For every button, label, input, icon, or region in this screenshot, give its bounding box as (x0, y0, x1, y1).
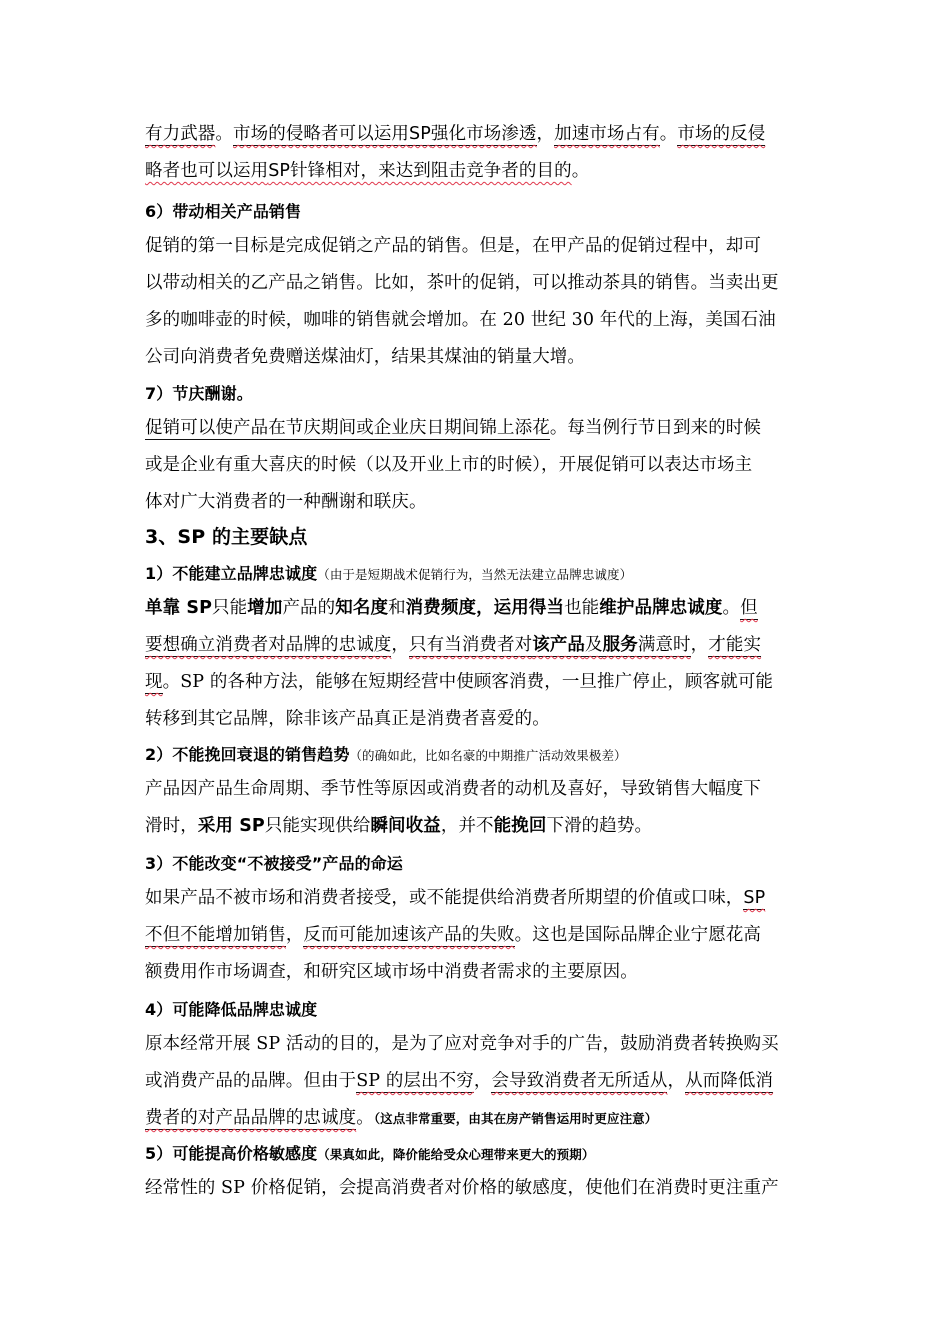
heading-d2 (145, 742, 627, 769)
underlined-text: 费者的对产品品牌的忠诚度 (145, 1108, 357, 1128)
heading-note: （由于是短期战术促销行为，当然无法建立品牌忠诚度） (317, 567, 633, 582)
heading-text: 1）不能建立品牌忠诚度 (145, 564, 318, 583)
bold-text: 采用 SP (197, 816, 265, 836)
paragraph-line: 或是企业有重大喜庆的时候（以及开业上市的时候），开展促销可以表达市场主 (145, 455, 753, 475)
text-run: ， (667, 1071, 686, 1091)
text-run: 。 (356, 1108, 374, 1128)
text-run: 。 (659, 124, 678, 144)
text-run: ， (690, 635, 709, 655)
paragraph-line (145, 1105, 657, 1132)
bold-text: 知名度 (335, 598, 389, 618)
paragraph-line: 产品因产品生命周期、季节性等原因或消费者的动机及喜好，导致销售大幅度下 (145, 779, 761, 799)
text-run: 。每当例行节日到来的时候 (549, 418, 762, 438)
heading-text: 5）可能提高价格敏感度 (145, 1144, 318, 1163)
paragraph-line (145, 813, 652, 839)
bold-text: 消费频度，运用得当 (405, 598, 565, 618)
text-run: 也能 (564, 598, 600, 618)
heading-d3: 3）不能改变“不被接受”产品的命运 (145, 854, 403, 873)
text-run: 满意时 (637, 635, 691, 655)
text-run: 或消费产品的品牌。但由于 (145, 1071, 357, 1091)
paragraph-line (145, 885, 765, 911)
underlined-text: 加速市场占有 (554, 124, 660, 144)
text-run: 。 (215, 124, 234, 144)
text-run: 略者也可以运用 (145, 161, 269, 181)
paragraph-line: 体对广大消费者的一种酬谢和联庆。 (145, 492, 427, 512)
text-run: 如果产品不被市场和消费者接受，或不能提供给消费者所期望的价值或口味， (145, 888, 744, 908)
underlined-text: 市场的反侵 (677, 124, 766, 144)
text-run: 市场的侵略者可以运用 (233, 124, 410, 144)
underlined-text: SP (743, 888, 766, 908)
text-run: SP (268, 161, 291, 181)
paragraph-line: 原本经常开展 SP 活动的目的，是为了应对竞争对手的广告，鼓励消费者转换购买 (145, 1034, 779, 1054)
underlined-text: 从而降低消 (685, 1071, 774, 1091)
paragraph-line (145, 669, 773, 695)
text-run: ， (391, 635, 410, 655)
bold-text: 该产品 (532, 635, 586, 655)
section-heading: 3、SP 的主要缺点 (145, 526, 308, 548)
underlined-text: 反而可能加速该产品的失败 (303, 925, 515, 945)
text-run: 。 (722, 598, 741, 618)
heading-d1 (145, 561, 632, 588)
underlined-text: 不但不能增加销售 (145, 925, 286, 945)
text-run: ，并不 (440, 816, 494, 836)
text-line (145, 158, 589, 184)
bold-text: 服务 (602, 635, 638, 655)
paragraph-line (145, 632, 761, 658)
underlined-text: 现 (145, 672, 163, 692)
underlined-text: 要想确立消费者对品牌的忠诚度 (145, 635, 392, 655)
text-run: 针锋相对，来达到阻击竞争者的目的 (290, 161, 572, 181)
text-run: 和 (388, 598, 406, 618)
heading-6: 6）带动相关产品销售 (145, 202, 302, 221)
heading-d5 (145, 1141, 594, 1168)
paragraph-line (145, 1068, 773, 1094)
bold-text: 能挽回 (493, 816, 547, 836)
text-run: ， (536, 124, 555, 144)
paragraph-line (145, 595, 758, 621)
inline-note: （这点非常重要，由其在房产销售运用时更应注意） (373, 1111, 658, 1126)
heading-7: 7）节庆酬谢。 (145, 384, 253, 403)
underlined-text (409, 635, 691, 657)
underlined-text (233, 124, 536, 146)
text-run: 强化市场渗透 (430, 124, 537, 144)
text-run: 及 (585, 635, 603, 655)
paragraph-line: 额费用作市场调查，和研究区域市场中消费者需求的主要原因。 (145, 962, 638, 982)
text-run: ， (473, 1071, 492, 1091)
underlined-text: SP 的层出不穷 (356, 1071, 474, 1091)
underlined-text (145, 161, 572, 181)
heading-d4: 4）可能降低品牌忠诚度 (145, 1000, 318, 1019)
text-run: ， (285, 925, 304, 945)
underlined-text: 有力武器 (145, 124, 216, 144)
bold-text: 维护品牌忠诚度 (599, 598, 723, 618)
text-run: 。 (571, 161, 590, 181)
paragraph-line: 公司向消费者免费赠送煤油灯，结果其煤油的销量大增。 (145, 347, 585, 367)
text-run: 。SP 的各种方法，能够在短期经营中使顾客消费，一旦推广停止，顾客就可能 (162, 672, 774, 692)
heading-text: 2）不能挽回衰退的销售趋势 (145, 745, 350, 764)
paragraph-line: 转移到其它品牌，除非该产品真正是消费者喜爱的。 (145, 709, 550, 729)
text-run: 。这也是国际品牌企业宁愿花高 (514, 925, 762, 945)
paragraph-line: 经常性的 SP 价格促销，会提高消费者对价格的敏感度，使他们在消费时更注重产 (145, 1178, 779, 1198)
text-run: 只能 (212, 598, 248, 618)
heading-note: （的确如此，比如名豪的中期推广活动效果极差） (349, 748, 627, 763)
text-run: 产品的 (282, 598, 336, 618)
text-run: 下滑的趋势。 (546, 816, 653, 836)
paragraph-line: 以带动相关的乙产品之销售。比如，茶叶的促销，可以推动茶具的销售。当卖出更 (145, 273, 779, 293)
text-line (145, 121, 765, 147)
underlined-text: 但 (740, 598, 758, 618)
paragraph-line: 多的咖啡壶的时候，咖啡的销售就会增加。在 20 世纪 30 年代的上海，美国石油 (145, 310, 776, 330)
heading-note: （果真如此，降价能给受众心理带来更大的预期） (317, 1147, 595, 1162)
text-run: 滑时， (145, 816, 198, 836)
underlined-text: 会导致消费者无所适从 (491, 1071, 668, 1091)
text-run: SP (409, 124, 431, 144)
text-run: 只能实现供给 (264, 816, 371, 836)
paragraph-line (145, 922, 761, 948)
bold-text: 瞬间收益 (370, 816, 441, 836)
text-run: 只有当消费者对 (409, 635, 533, 655)
bold-text: 增加 (247, 598, 283, 618)
underlined-text: 促销可以使产品在节庆期间或企业庆日期间锦上添花 (145, 418, 550, 438)
paragraph-line (145, 415, 761, 441)
underlined-text: 才能实 (708, 635, 762, 655)
bold-text: 单靠 SP (145, 598, 213, 618)
paragraph-line: 促销的第一目标是完成促销之产品的销售。但是，在甲产品的促销过程中，却可 (145, 236, 761, 256)
